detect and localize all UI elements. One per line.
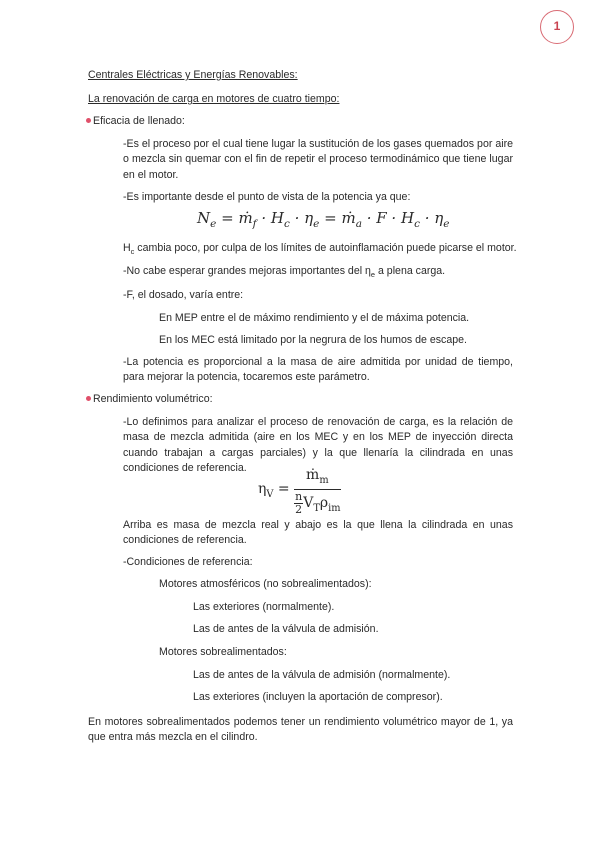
ne-text-b: a plena carga. xyxy=(375,265,446,277)
volumetric-efficiency-equation: $\eta_V$ = ṁ$_m$ $\frac{n}{2}$ $V_T\rho_{im}$ xyxy=(258,467,341,516)
paragraph-definition: -Es el proceso por el cual tiene lugar la sustitución de los gases quemados por aire o mezcla sin quemar con el fin de repetir el proceso termodinámico que tiene lugar en el motor. xyxy=(123,138,513,181)
paragraph-mec: En los MEC está limitado por la negrura de los humos de escape. xyxy=(159,334,467,346)
section-heading-text: Rendimiento volumétrico: xyxy=(93,393,213,405)
supercharged-condition-2: Las exteriores (incluyen la aportación de compresor). xyxy=(193,691,443,703)
paragraph-dosado: -F, el dosado, varía entre: xyxy=(123,289,244,301)
hc-text: cambia poco, por culpa de los límites de autoinflamación puede picarse el motor. xyxy=(134,242,517,254)
section-rendimiento-heading xyxy=(86,392,213,407)
section-heading-text: Eficacia de llenado: xyxy=(93,115,185,127)
supercharged-condition-1: Las de antes de la válvula de admisión (normalmente). xyxy=(193,669,451,681)
bullet-icon xyxy=(86,396,91,401)
paragraph-importance: -Es importante desde el punto de vista de la potencia ya que: xyxy=(123,191,411,203)
paragraph-arriba: Arriba es masa de mezcla real y abajo es la que llena la cilindrada en unas condiciones de referencia. xyxy=(123,519,513,547)
hc-symbol: H xyxy=(123,242,131,254)
paragraph-potencia: -La potencia es proporcional a la masa de aire admitida por unidad de tiempo, para mejorar la potencia, tocaremos este parámetro. xyxy=(123,356,513,384)
paragraph-mep: En MEP entre el de máximo rendimiento y el de máxima potencia. xyxy=(159,312,470,324)
paragraph-hc xyxy=(123,241,517,258)
reference-conditions-title: -Condiciones de referencia: xyxy=(123,556,253,568)
document-subtitle: La renovación de carga en motores de cuatro tiempo: xyxy=(88,93,340,105)
hc-subscript: c xyxy=(130,247,135,257)
document-title: Centrales Eléctricas y Energías Renovables: xyxy=(88,69,298,81)
atmospheric-condition-1: Las exteriores (normalmente). xyxy=(193,601,335,613)
paragraph-ne xyxy=(123,264,445,281)
power-equation: $N_e$ = ṁ$_f$ · $H_c \cdot \eta_e$ = ṁ$_a$ · $F \cdot H_c \cdot \eta_e$ xyxy=(197,209,450,230)
paragraph-rendimiento-def: -Lo definimos para analizar el proceso de renovación de carga, es la relación de masa de mezcla admitida (aire en los MEC y en los MEP de inyección directa cuando trabajan a cargas parciales) y la que llenaría la cilindrada en unas condiciones de referencia. xyxy=(123,416,513,475)
ne-subscript: e xyxy=(370,270,376,280)
atmospheric-condition-2: Las de antes de la válvula de admisión. xyxy=(193,623,379,635)
closing-paragraph: En motores sobrealimentados podemos tener un rendimiento volumétrico mayor de 1, ya que entra más mezcla en el cilindro. xyxy=(88,716,513,744)
bullet-icon xyxy=(86,118,91,123)
supercharged-engines-title: Motores sobrealimentados: xyxy=(159,646,287,658)
section-eficacia-heading xyxy=(86,114,185,129)
ne-text-a: -No cabe esperar grandes mejoras importantes del η xyxy=(123,265,371,277)
page-number-badge: 1 xyxy=(540,10,574,44)
atmospheric-engines-title: Motores atmosféricos (no sobrealimentados): xyxy=(159,578,372,590)
